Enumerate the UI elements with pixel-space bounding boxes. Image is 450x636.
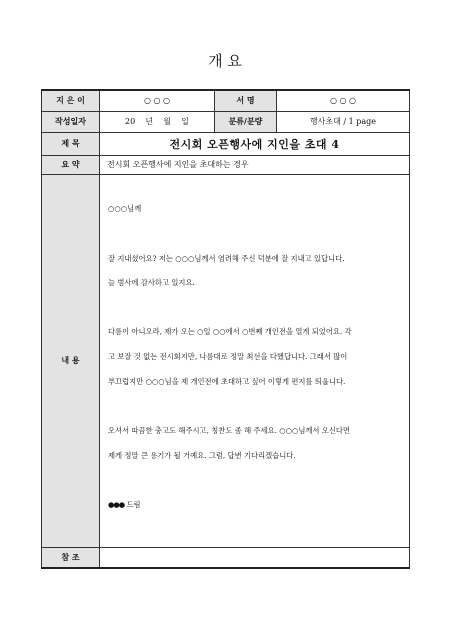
summary-form-table bbox=[41, 89, 410, 569]
content-body bbox=[100, 174, 410, 547]
letter-greeting: ○○○님께 bbox=[108, 203, 142, 213]
category-value: 행사초대 / 1 page bbox=[277, 111, 410, 132]
content-label: 내 용 bbox=[42, 174, 100, 547]
reference-label: 참 조 bbox=[42, 547, 100, 568]
row-content bbox=[42, 174, 410, 547]
date-label: 작성일자 bbox=[42, 111, 100, 132]
row-author bbox=[42, 90, 410, 111]
letter-p2-line3: 부끄럽지만 ○○○님을 제 개인전에 초대하고 싶어 이렇게 편지를 띄웁니다. bbox=[108, 376, 346, 386]
row-reference bbox=[42, 547, 410, 568]
row-date bbox=[42, 111, 410, 132]
summary-value: 전시회 오픈행사에 지인을 초대하는 경우 bbox=[100, 155, 410, 174]
letter-p3-line2: 제게 정말 큰 용기가 될 거예요. 그럼, 답변 기다리겠습니다. bbox=[108, 450, 296, 460]
subject-label: 제 목 bbox=[42, 132, 100, 155]
summary-label: 요 약 bbox=[42, 155, 100, 174]
author-label: 지 은 이 bbox=[42, 90, 100, 111]
document-title: 개 요 bbox=[208, 52, 242, 70]
row-subject bbox=[42, 132, 410, 155]
author-value: ○ ○ ○ bbox=[100, 90, 215, 111]
name-label: 서 명 bbox=[215, 90, 277, 111]
letter-p1-line2: 늘 범사에 감사하고 있지요. bbox=[108, 277, 195, 287]
letter-p1-line1: 잘 지내셨어요? 저는 ○○○님께서 염려해 주신 덕분에 잘 지내고 있답니다. bbox=[108, 253, 345, 263]
name-value: ○ ○ ○ bbox=[277, 90, 410, 111]
reference-value bbox=[100, 547, 410, 568]
signature-text: 드림 bbox=[126, 499, 141, 509]
subject-value: 전시회 오픈행사에 지인을 초대 4 bbox=[100, 132, 410, 155]
row-summary bbox=[42, 155, 410, 174]
date-value: 20 년 월 일 bbox=[100, 111, 215, 132]
letter-signature bbox=[108, 501, 403, 508]
letter-p2-line1: 다름이 아니오라, 제가 오는 ○일 ○○에서 ○번째 개인전을 열게 되었어요. 각 bbox=[108, 326, 352, 336]
category-label: 분류/분량 bbox=[215, 111, 277, 132]
letter-p3-line1: 오셔서 따끔한 충고도 해주시고, 칭찬도 좀 해 주세요. ○○○님께서 오신다면 bbox=[108, 425, 350, 435]
letter-p2-line2: 고 보잘 것 없는 전시회지만, 나름대로 정말 최선을 다했답니다. 그래서 많이 bbox=[108, 351, 348, 361]
signature-mark: ●●● bbox=[108, 499, 125, 509]
